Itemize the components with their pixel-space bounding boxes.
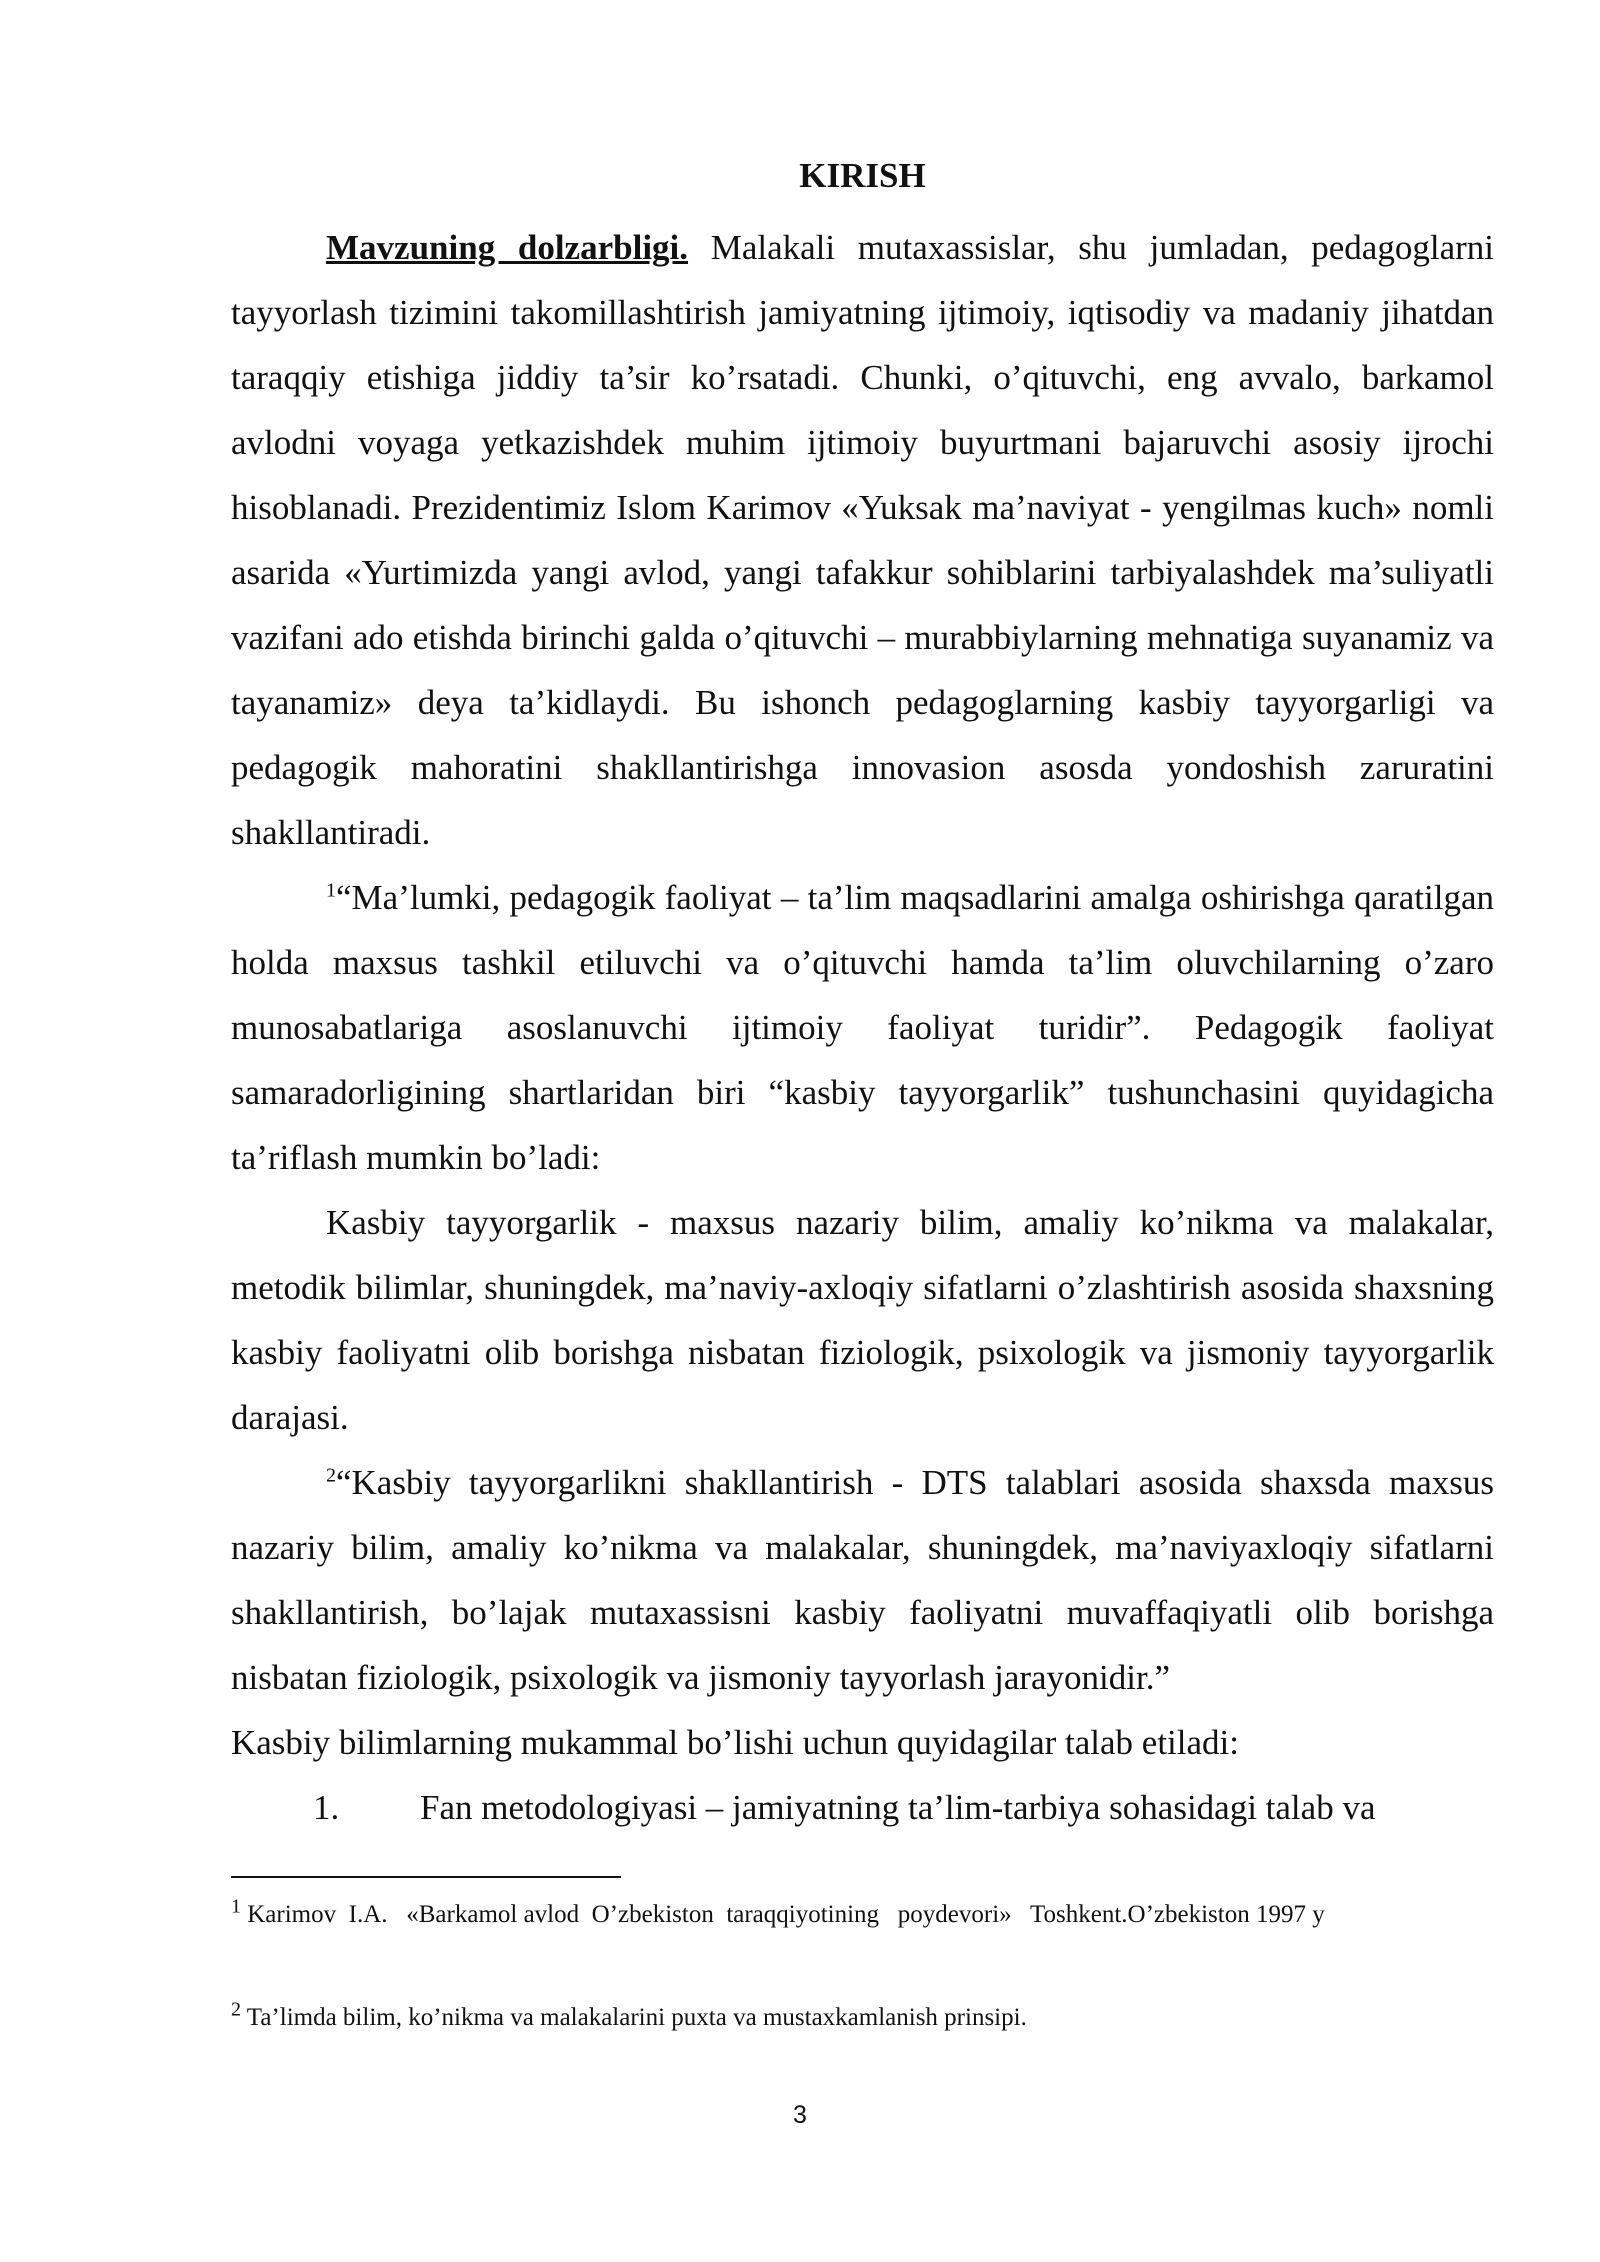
footnote-1-mark: 1 bbox=[231, 1895, 241, 1918]
paragraph-requirements bbox=[231, 1710, 1494, 1775]
list-item-text: Fan metodologiyasi – jamiyatning ta’lim-tarbiya sohasidagi talab va bbox=[420, 1788, 1376, 1827]
paragraph-formation bbox=[231, 1450, 1494, 1710]
list-item bbox=[231, 1775, 1494, 1840]
page-number: 3 bbox=[793, 2101, 807, 2129]
footnote-separator bbox=[231, 1876, 621, 1878]
section-heading: KIRISH bbox=[799, 156, 926, 195]
footnote-2 bbox=[231, 1998, 1494, 2035]
relevance-lead: Mavzuning dolzarbligi. bbox=[326, 228, 689, 267]
footnote-1 bbox=[231, 1895, 1494, 1932]
formation-text: “Kasbiy tayyorgarlikni shakllantirish - DTS talablari asosida shaxsda maxsus nazariy bilim, amaliy ko’nikma va malakalar, shuningdek, ma’naviyaxloqiy sifatlarni shakllantirish, bo’lajak mutaxassisni kasbiy faoliyatni muvaffaqiyatli olib borishga nisbatan fiziologik, psixologik va jismoniy tayyorlash jarayonidir.” bbox=[231, 1463, 1494, 1697]
requirements-text: Kasbiy bilimlarning mukammal bo’lishi uchun quyidagilar talab etiladi: bbox=[231, 1723, 1239, 1762]
pedagogical-activity-text: “Ma’lumki, pedagogik faoliyat – ta’lim maqsadlarini amalga oshirishga qaratilgan holda maxsus tashkil etiluvchi va o’qituvchi hamda ta’lim oluvchilarning o’zaro munosabatlariga asoslanuvchi ijtimoiy faoliyat turidir”. Pedagogik faoliyat samaradorligining shartlaridan biri “kasbiy tayyorgarlik” tushunchasini quyidagicha ta’riflash mumkin bo’ladi: bbox=[231, 878, 1494, 1177]
footnote-ref-2[interactable]: 2 bbox=[326, 1464, 336, 1487]
paragraph-pedagogical-activity bbox=[231, 865, 1494, 1190]
footnote-ref-1[interactable]: 1 bbox=[326, 879, 336, 902]
page-body bbox=[231, 150, 1494, 1840]
relevance-text: Malakali mutaxassislar, shu jumladan, pedagoglarni tayyorlash tizimini takomillashtirish jamiyatning ijtimoiy, iqtisodiy va madaniy jihatdan taraqqiy etishiga jiddiy ta’sir ko’rsatadi. Chunki, o’qituvchi, eng avvalo, barkamol avlodni voyaga yetkazishdek muhim ijtimoiy buyurtmani bajaruvchi asosiy ijrochi hisoblanadi. Prezidentimiz Islom Karimov «Yuksak ma’naviyat - yengilmas kuch» nomli asarida «Yurtimizda yangi avlod, yangi tafakkur sohiblarini tarbiyalashdek ma’suliyatli vazifani ado etishda birinchi galda o’qituvchi – murabbiylarning mehnatiga suyanamiz va tayanamiz» deya ta’kidlaydi. Bu ishonch pedagoglarning kasbiy tayyorgarligi va pedagogik mahoratini shakllantirishga innovasion asosda yondoshish zaruratini shakllantiradi. bbox=[231, 228, 1494, 852]
paragraph-definition bbox=[231, 1190, 1494, 1450]
footnote-2-mark: 2 bbox=[231, 1998, 241, 2021]
footnote-1-text: Karimov I.A. «Barkamol avlod O’zbekiston taraqqiyotining poydevori» Toshkent.O’zbekiston 1997 y bbox=[241, 1901, 1325, 1928]
list-item-number: 1. bbox=[313, 1788, 340, 1827]
paragraph-relevance bbox=[231, 215, 1494, 865]
definition-text: Kasbiy tayyorgarlik - maxsus nazariy bilim, amaliy ko’nikma va malakalar, metodik bilimlar, shuningdek, ma’naviy-axloqiy sifatlarni o’zlashtirish asosida shaxsning kasbiy faoliyatni olib borishga nisbatan fiziologik, psixologik va jismoniy tayyorgarlik darajasi. bbox=[231, 1203, 1494, 1437]
footnote-2-text: Ta’limda bilim, ko’nikma va malakalarini puxta va mustaxkamlanish prinsipi. bbox=[241, 2004, 1027, 2031]
